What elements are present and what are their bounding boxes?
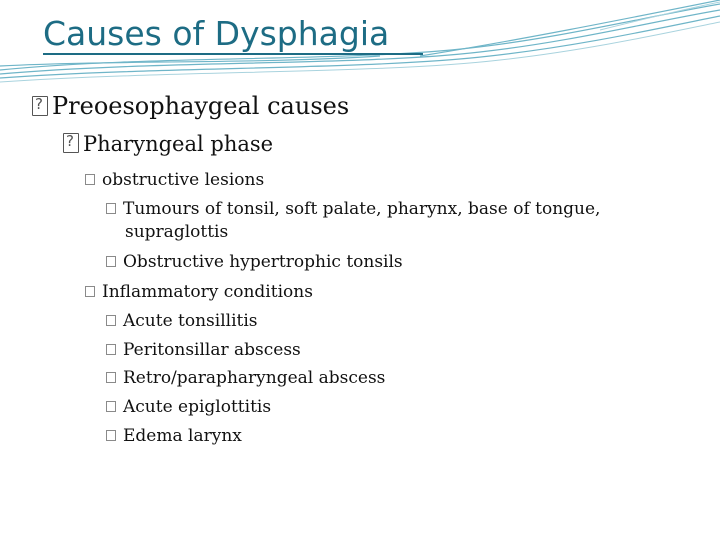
list-item [106,311,258,331]
list-item [106,397,271,417]
title-underline [43,53,423,55]
list-item-text: Acute tonsillitis [123,311,258,331]
bullet-glyph-icon [32,96,48,116]
list-item-continuation [125,222,228,242]
square-bullet-icon [106,430,116,441]
list-item [106,340,301,360]
list-item-text: Tumours of tonsil, soft palate, pharynx, base of tongue, [123,199,601,219]
section-heading [85,282,313,302]
square-bullet-icon [85,286,95,297]
square-bullet-icon [106,372,116,383]
section-label: obstructive lesions [102,170,265,190]
section-label: Inflammatory conditions [102,282,313,302]
slide-title: Causes of Dysphagia [43,14,390,53]
list-item-text: Edema larynx [123,426,242,446]
square-bullet-icon [85,174,95,185]
square-bullet-icon [106,315,116,326]
list-item [106,368,385,388]
list-item [106,426,242,446]
outline-level1 [32,92,349,120]
square-bullet-icon [106,401,116,412]
list-item-text: Retro/parapharyngeal abscess [123,368,386,388]
bullet-glyph-icon [63,133,79,153]
section-heading [85,170,264,190]
list-item-text: Obstructive hypertrophic tonsils [123,252,403,272]
list-item-text: Peritonsillar abscess [123,340,301,360]
list-item [106,252,403,272]
list-item-text: supraglottis [125,222,229,242]
level1-text: Preoesophaygeal causes [52,92,350,120]
outline-level2 [63,132,273,156]
square-bullet-icon [106,344,116,355]
square-bullet-icon [106,203,116,214]
list-item-text: Acute epiglottitis [123,397,272,417]
list-item [106,199,600,219]
square-bullet-icon [106,256,116,267]
level2-text: Pharyngeal phase [83,132,274,156]
